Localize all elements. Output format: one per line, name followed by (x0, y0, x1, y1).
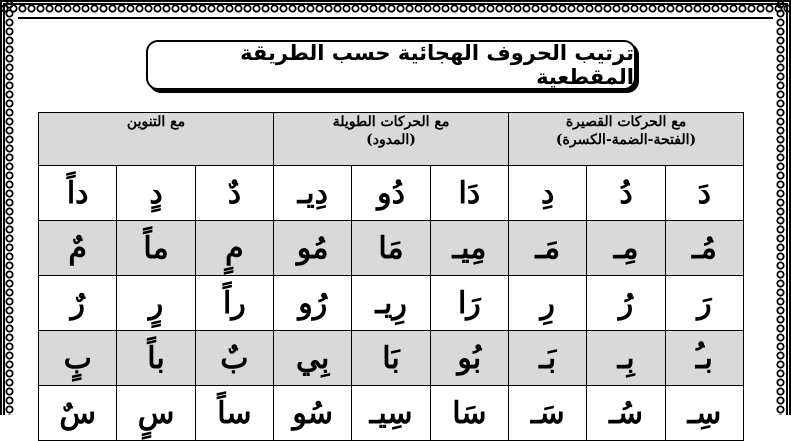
letter-cell: بٍ (39, 331, 117, 386)
letter-cell: رِ (509, 276, 587, 331)
letter-cell: بَا (352, 331, 430, 386)
letter-cell: سَا (430, 386, 508, 441)
letter-cell: دٌ (195, 166, 273, 221)
letter-cell: راً (195, 276, 273, 331)
inner-border-line (18, 17, 773, 19)
letter-cell: رَ (665, 276, 743, 331)
letter-cell: مَا (352, 221, 430, 276)
header-long-title: مع الحركات الطويلة (332, 114, 450, 130)
letter-cell: بِـ (587, 331, 665, 386)
decorative-chain-border-left (0, 0, 20, 415)
letter-cell: مُو (274, 221, 352, 276)
letter-cell: ساً (195, 386, 273, 441)
letter-cell: باً (117, 331, 195, 386)
letter-cell: دٍ (117, 166, 195, 221)
letter-cell: سٍ (117, 386, 195, 441)
table-row (39, 331, 744, 386)
header-short-title: مع الحركات القصيرة (565, 114, 687, 130)
letter-cell: دَ (665, 166, 743, 221)
letter-cell: دُ (587, 166, 665, 221)
letter-cell: مِـ (587, 221, 665, 276)
letter-cell: سَـ (509, 386, 587, 441)
letter-cell: مِيـ (430, 221, 508, 276)
letter-cell: رُ (587, 276, 665, 331)
letter-cell: دِيـ (274, 166, 352, 221)
letter-cell: بُو (430, 331, 508, 386)
letter-cell: ماً (117, 221, 195, 276)
header-long-vowels (274, 113, 509, 166)
letter-cell: دِ (509, 166, 587, 221)
letter-cell: رٍ (117, 276, 195, 331)
letter-cell: سٌ (39, 386, 117, 441)
header-long-subtitle: (المدود) (366, 132, 416, 148)
page-title: ترتيب الحروف الهجائية حسب الطريقة المقطعية (146, 40, 636, 90)
letter-cell: بِي (274, 331, 352, 386)
letter-cell: بَـ (509, 331, 587, 386)
letter-cell: مٌ (39, 221, 117, 276)
letter-cell: سُـ (587, 386, 665, 441)
table-row (39, 386, 744, 441)
letter-cell: مَـ (509, 221, 587, 276)
letter-cell: مٍ (195, 221, 273, 276)
header-tanween (39, 113, 274, 166)
letter-cell: رُو (274, 276, 352, 331)
letter-cell: رِيـ (352, 276, 430, 331)
header-tanween-title: مع التنوين (126, 114, 186, 130)
letter-cell: دُو (352, 166, 430, 221)
letter-cell: رَا (430, 276, 508, 331)
header-short-vowels (509, 113, 744, 166)
letter-cell: مُـ (665, 221, 743, 276)
letter-cell: داً (39, 166, 117, 221)
letter-cell: سِيـ (352, 386, 430, 441)
decorative-chain-border-right (771, 0, 791, 415)
letter-cell: بـُ (665, 331, 743, 386)
letter-cell: بٌ (195, 331, 273, 386)
table-row (39, 276, 744, 331)
letter-cell: دَا (430, 166, 508, 221)
letter-cell: سِـ (665, 386, 743, 441)
letter-cell: سُو (274, 386, 352, 441)
table-row (39, 166, 744, 221)
letters-table (38, 112, 744, 441)
table-row (39, 221, 744, 276)
letter-cell: رٌ (39, 276, 117, 331)
header-short-subtitle: (الفتحة-الضمة-الكسرة) (555, 132, 697, 148)
header-row (39, 113, 744, 166)
